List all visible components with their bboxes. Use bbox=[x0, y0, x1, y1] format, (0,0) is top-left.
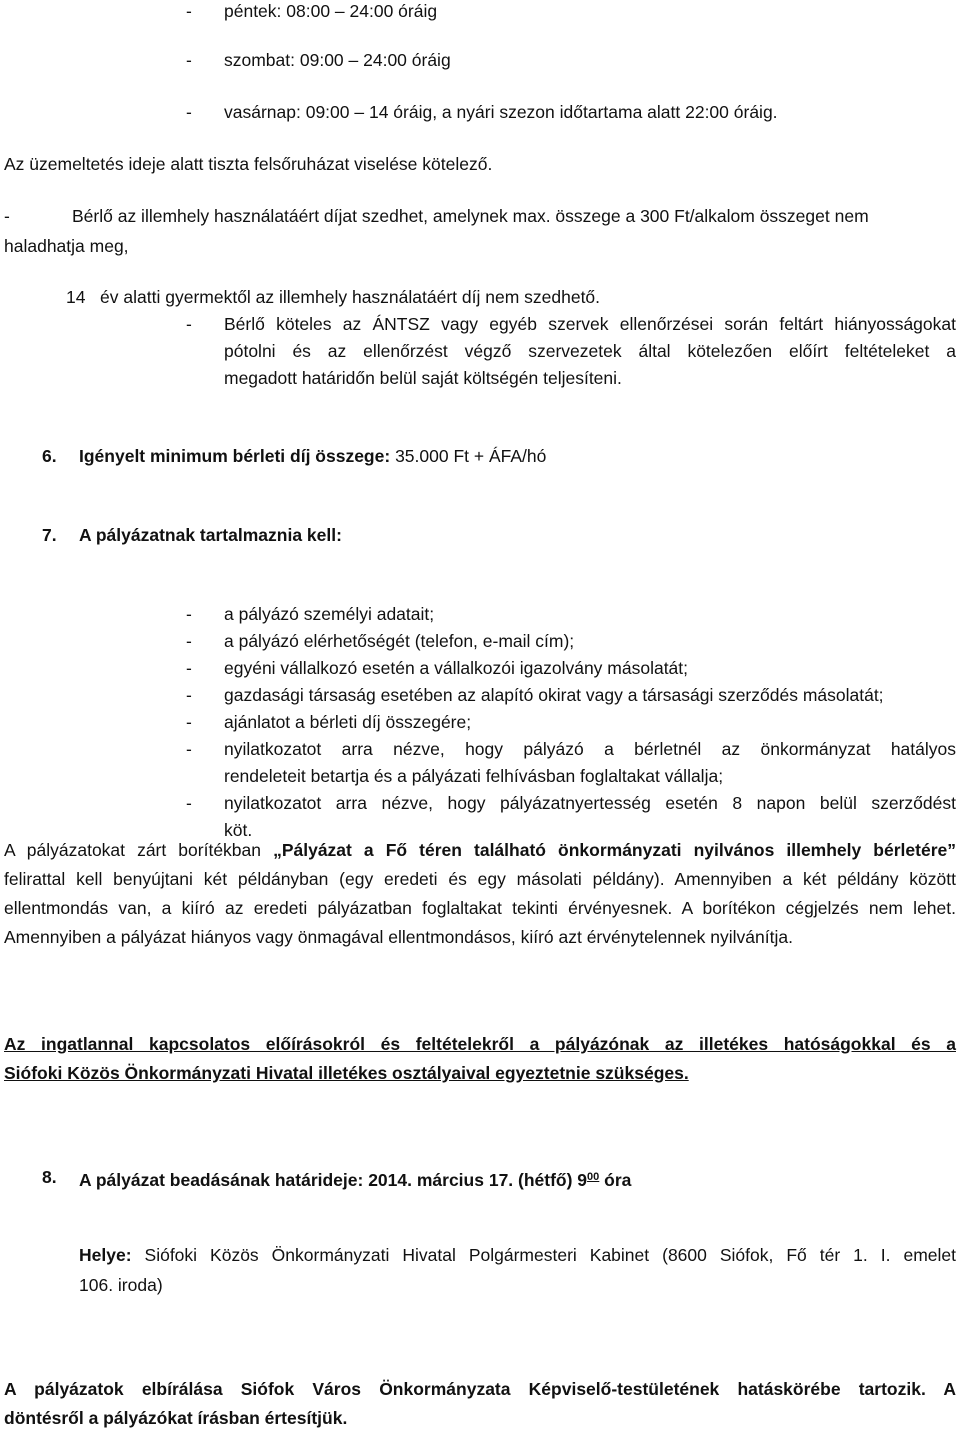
antsz-line3: megadott határidőn belül saját költségén teljesíteni. bbox=[224, 368, 622, 388]
section7-label: A pályázatnak tartalmaznia kell: bbox=[79, 525, 342, 545]
section8-heading bbox=[79, 1166, 631, 1191]
list-dash: - bbox=[186, 739, 192, 759]
list-dash: - bbox=[186, 102, 192, 122]
antsz-line1: Bérlő köteles az ÁNTSZ vagy egyéb szervek ellenőrzései során feltárt hiányosságokat bbox=[224, 314, 956, 334]
section8-number: 8. bbox=[42, 1167, 57, 1187]
submission-line3: ellentmondás van, a kiíró az eredeti pályázatban foglaltakat tekinti érvényesnek. A borítékon cégjelzés nem lehet. bbox=[4, 898, 956, 918]
section7-item-cont: köt. bbox=[224, 820, 253, 840]
schedule-saturday: szombat: 09:00 – 24:00 óráig bbox=[224, 50, 451, 70]
section6-label: Igényelt minimum bérleti díj összege: bbox=[79, 446, 391, 466]
notice-line2: Siófoki Közös Önkormányzati Hivatal illetékes osztályaival egyeztetnie szükséges. bbox=[4, 1063, 689, 1083]
schedule-sunday: vasárnap: 09:00 – 14 óráig, a nyári szezon időtartama alatt 22:00 óráig. bbox=[224, 102, 778, 122]
submission-line4: Amennyiben a pályázat hiányos vagy önmagával ellentmondásos, kiíró azt érvénytelennek nyilvánítja. bbox=[4, 927, 793, 947]
list-dash: - bbox=[186, 658, 192, 678]
submission-line2: felirattal kell benyújtani két példányban (egy eredeti és egy másolati példány). Amennyiben a két példány között bbox=[4, 869, 956, 889]
section7-item: nyilatkozatot arra nézve, hogy pályázatnyertesség esetén 8 napon belül szerződést bbox=[224, 793, 956, 813]
location-label: Helye: bbox=[79, 1245, 132, 1265]
submission-title: „Pályázat a Fő téren található önkormányzati nyilvános illemhely bérletére” bbox=[273, 840, 956, 860]
submission-prefix: A pályázatokat zárt borítékban bbox=[4, 840, 262, 860]
section6-number: 6. bbox=[42, 446, 57, 466]
list-dash: - bbox=[186, 50, 192, 70]
section8-sup: 00 bbox=[587, 1171, 600, 1183]
list-dash: - bbox=[186, 314, 192, 334]
section7-number: 7. bbox=[42, 525, 57, 545]
section7-item: ajánlatot a bérleti díj összegére; bbox=[224, 712, 472, 732]
list-dash: - bbox=[186, 604, 192, 624]
list-dash: - bbox=[186, 793, 192, 813]
section7-item: a pályázó elérhetőségét (telefon, e-mail cím); bbox=[224, 631, 575, 651]
section7-item: nyilatkozatot arra nézve, hogy pályázó a bérletnél az önkormányzat hatályos bbox=[224, 739, 956, 759]
section8-suffix: óra bbox=[599, 1170, 632, 1190]
list-dash: - bbox=[4, 206, 10, 226]
section8-label: A pályázat beadásának határideje: 2014. március 17. (hétfő) 9 bbox=[79, 1170, 588, 1190]
location-address: Siófoki Közös Önkormányzati Hivatal Polgármesteri Kabinet (8600 Siófok, Fő tér 1. I. emelet bbox=[144, 1245, 956, 1265]
section6-heading bbox=[79, 445, 546, 467]
list-dash: - bbox=[186, 685, 192, 705]
schedule-friday: péntek: 08:00 – 24:00 óráig bbox=[224, 1, 438, 21]
fee-line1: Bérlő az illemhely használatáért díjat szedhet, amelynek max. összege a 300 Ft/alkalom összeget nem bbox=[72, 206, 869, 226]
section6-value: 35.000 Ft + ÁFA/hó bbox=[395, 446, 547, 466]
location-line2: 106. iroda) bbox=[79, 1275, 163, 1295]
list-dash: - bbox=[186, 712, 192, 732]
list-dash: - bbox=[186, 1, 192, 21]
section7-item-cont: rendeleteit betartja és a pályázati felhívásban foglaltakat vállalja; bbox=[224, 766, 724, 786]
final-line2: döntésről a pályázókat írásban értesítjük. bbox=[4, 1408, 348, 1428]
dress-code: Az üzemeltetés ideje alatt tiszta felsőruházat viselése kötelező. bbox=[4, 154, 493, 174]
final-line1: A pályázatok elbírálása Siófok Város Önkormányzata Képviselő-testületének hatáskörébe tartozik. A bbox=[4, 1379, 956, 1399]
antsz-line2: pótolni és az ellenőrzést végző szervezetek által kötelezően előírt feltételeket a bbox=[224, 341, 956, 361]
fee-children: 14 év alatti gyermektől az illemhely használatáért díj nem szedhető. bbox=[66, 287, 601, 307]
fee-line2: haladhatja meg, bbox=[4, 236, 129, 256]
location-line1 bbox=[79, 1244, 956, 1266]
submission-line1 bbox=[4, 839, 956, 861]
notice-line1: Az ingatlannal kapcsolatos előírásokról és feltételekről a pályázónak az illetékes hatóságokkal és a bbox=[4, 1034, 956, 1054]
section7-item: egyéni vállalkozó esetén a vállalkozói igazolvány másolatát; bbox=[224, 658, 689, 678]
section7-item: a pályázó személyi adatait; bbox=[224, 604, 435, 624]
section7-item: gazdasági társaság esetében az alapító okirat vagy a társasági szerződés másolatát; bbox=[224, 685, 884, 705]
list-dash: - bbox=[186, 631, 192, 651]
